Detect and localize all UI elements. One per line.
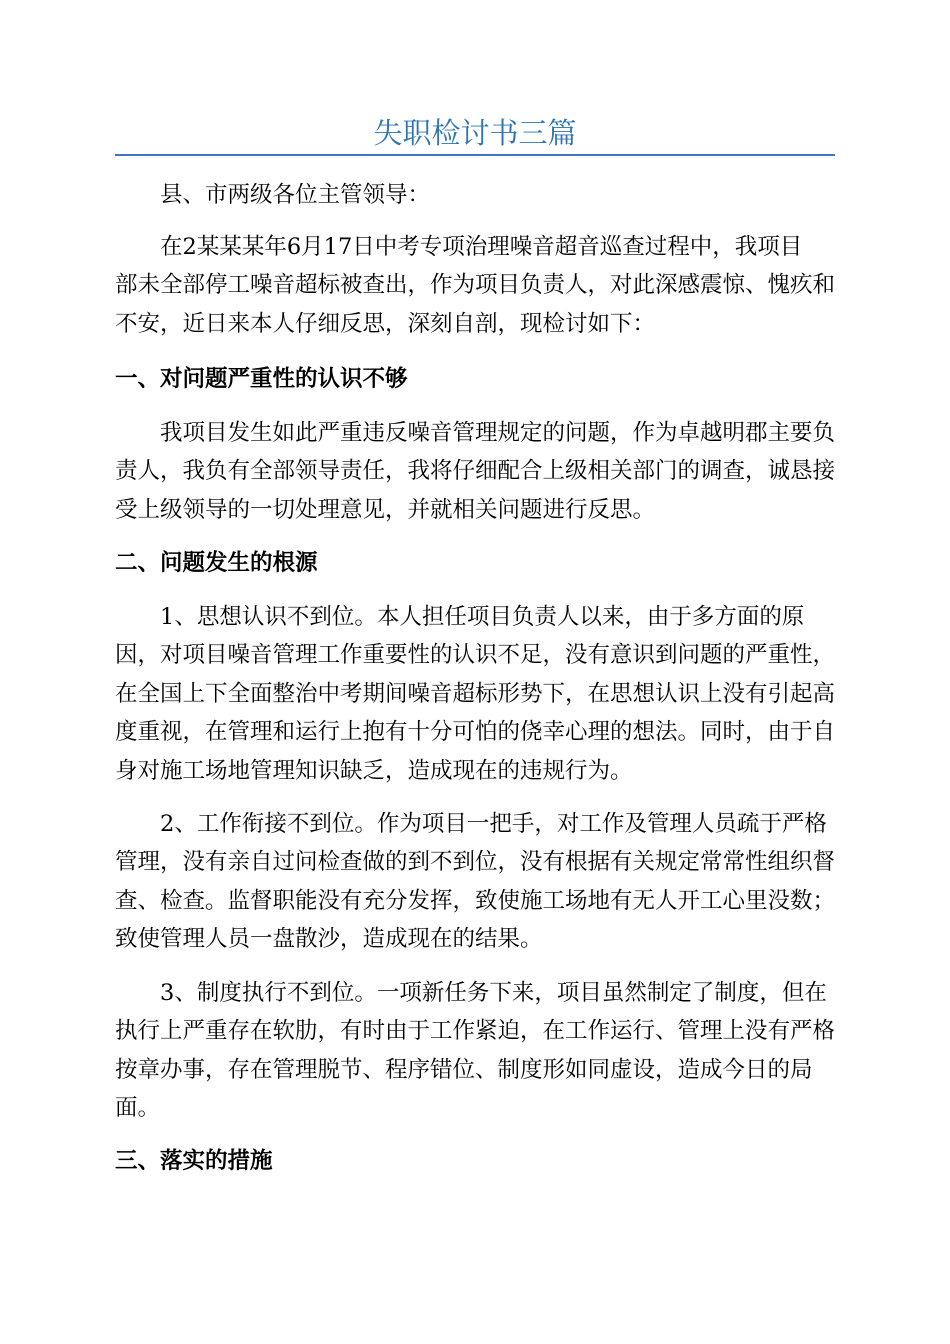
section-2-paragraph-3 xyxy=(115,974,835,1128)
section-heading-2: 二、问题发生的根源 xyxy=(115,550,318,576)
intro-paragraph xyxy=(115,228,835,343)
paragraph-line: 部未全部停工噪音超标被查出，作为项目负责人，对此深感震惊、愧疚和 xyxy=(115,272,836,299)
paragraph-line: 因，对项目噪音管理工作重要性的认识不足，没有意识到问题的严重性， xyxy=(115,642,836,669)
greeting-paragraph xyxy=(115,176,835,214)
section-heading-1: 一、对问题严重性的认识不够 xyxy=(115,366,408,392)
paragraph-line: 执行上严重存在软肋，有时由于工作紧迫，在工作运行、管理上没有严格 xyxy=(115,1018,836,1045)
paragraph-line: 在全国上下全面整治中考期间噪音超标形势下，在思想认识上没有引起高 xyxy=(115,680,836,707)
paragraph-line: 查、检查。监督职能没有充分发挥，致使施工场地有无人开工心里没数； xyxy=(115,887,836,914)
paragraph-line: 身对施工场地管理知识缺乏，造成现在的违规行为。 xyxy=(115,757,633,784)
paragraph-line: 管理，没有亲自过问检查做的到不到位，没有根据有关规定常常性组织督 xyxy=(115,849,836,876)
paragraph-line: 度重视，在管理和运行上抱有十分可怕的侥幸心理的想法。同时，由于自 xyxy=(115,719,836,746)
section-1-paragraph xyxy=(115,414,835,529)
document-title: 失职检讨书三篇 xyxy=(373,116,577,150)
section-2-paragraph-1 xyxy=(115,598,835,790)
paragraph-line: 责人，我负有全部领导责任，我将仔细配合上级相关部门的调查，诚恳接 xyxy=(115,458,836,485)
paragraph-line: 受上级领导的一切处理意见，并就相关问题进行反思。 xyxy=(115,496,656,523)
paragraph-line: 致使管理人员一盘散沙，造成现在的结果。 xyxy=(115,926,543,953)
section-2-paragraph-2 xyxy=(115,805,835,959)
paragraph-line: 按章办事，存在管理脱节、程序错位、制度形如同虚设，造成今日的局 xyxy=(115,1056,813,1083)
paragraph-line: 在2某某某年6月17日中考专项治理噪音超音巡查过程中，我项目 xyxy=(160,234,803,260)
paragraph-line: 1、思想认识不到位。本人担任项目负责人以来，由于多方面的原 xyxy=(160,604,805,630)
section-heading-3: 三、落实的措施 xyxy=(115,1148,273,1174)
paragraph-line: 我项目发生如此严重违反噪音管理规定的问题，作为卓越明郡主要负 xyxy=(160,420,836,446)
paragraph-line: 2、工作衔接不到位。作为项目一把手，对工作及管理人员疏于严格 xyxy=(160,811,827,837)
paragraph-line: 3、制度执行不到位。一项新任务下来，项目虽然制定了制度，但在 xyxy=(160,980,827,1006)
greeting-line: 县、市两级各位主管领导： xyxy=(160,182,431,208)
paragraph-line: 不安，近日来本人仔细反思，深刻自剖，现检讨如下： xyxy=(115,310,656,337)
paragraph-line: 面。 xyxy=(115,1095,161,1122)
title-underline xyxy=(115,154,835,156)
